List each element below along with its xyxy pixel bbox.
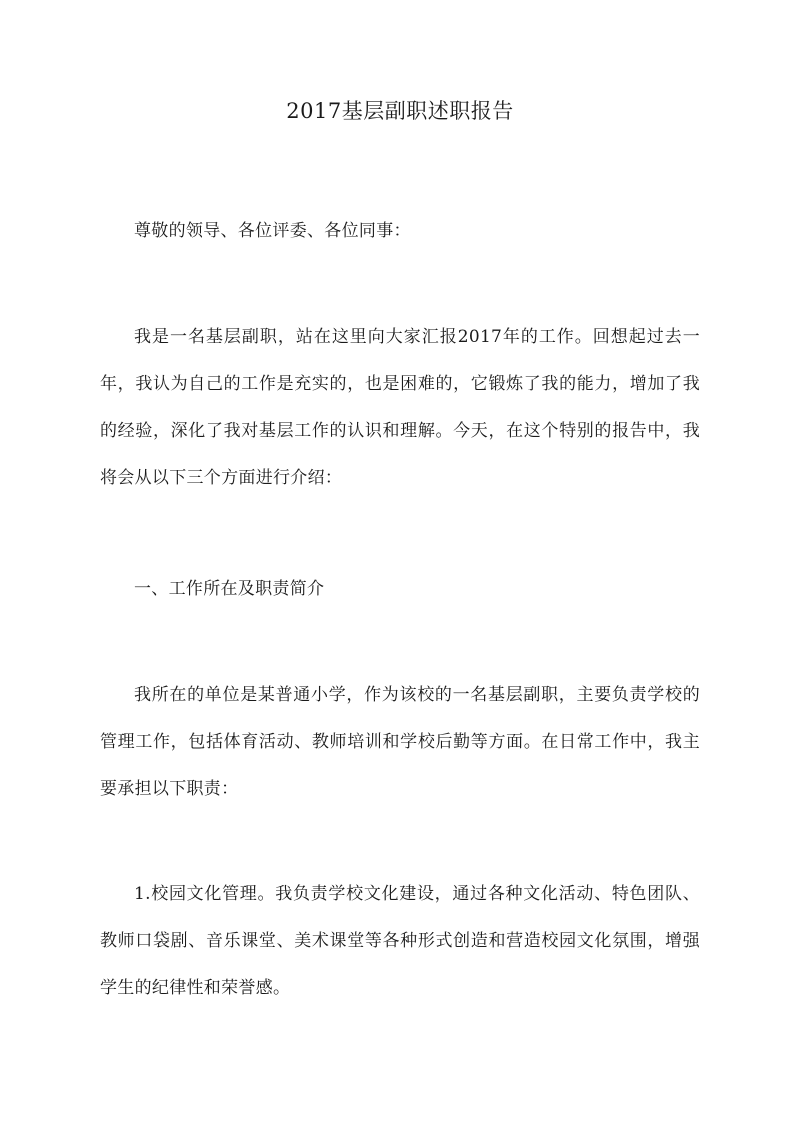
workplace-paragraph: 我所在的单位是某普通小学，作为该校的一名基层副职，主要负责学校的管理工作，包括体育活动、教师培训和学校后勤等方面。在日常工作中，我主要承担以下职责： <box>100 685 700 799</box>
section-heading-1: 一、工作所在及职责简介 <box>134 579 325 599</box>
duty-item-1: 1.校园文化管理。我负责学校文化建设，通过各种文化活动、特色团队、教师口袋剧、音乐课堂、美术课堂等各种形式创造和营造校园文化氛围，增强学生的纪律性和荣誉感。 <box>100 884 700 998</box>
intro-paragraph: 我是一名基层副职，站在这里向大家汇报2017年的工作。回想起过去一年，我认为自己的工作是充实的，也是困难的，它锻炼了我的能力，增加了我的经验，深化了我对基层工作的认识和理解。今天，在这个特别的报告中，我将会从以下三个方面进行介绍： <box>100 327 700 488</box>
salutation: 尊敬的领导、各位评委、各位同事： <box>134 221 411 241</box>
document-title: 2017基层副职述职报告 <box>286 99 514 123</box>
